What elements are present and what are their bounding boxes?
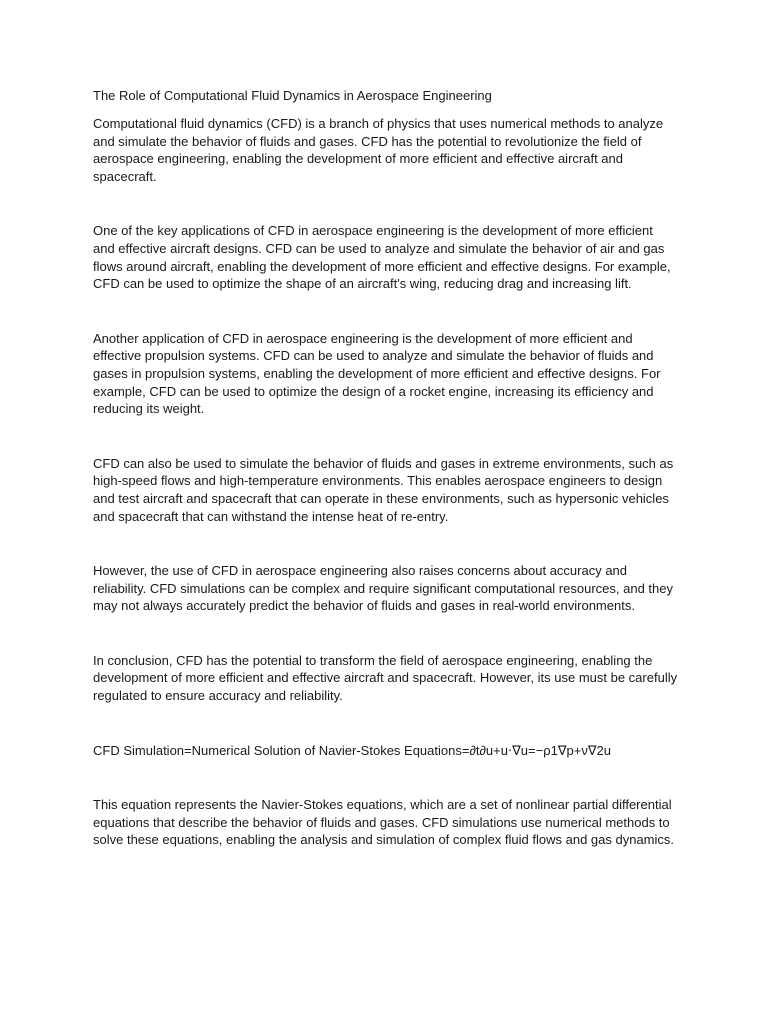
paragraph-spacer [93,185,678,222]
paragraph-spacer [93,759,678,796]
paragraph-spacer [93,615,678,652]
paragraph-intro: Computational fluid dynamics (CFD) is a branch of physics that uses numerical methods to analyze and simulate the behavior of fluids and gases. CFD has the potential to revolutionize the field of aerospace engineering, enabling the development of more efficient and effective aircraft and spacecraft. [93,116,664,184]
paragraph-spacer [93,705,678,742]
paragraph-spacer [93,525,678,562]
paragraph-propulsion: Another application of CFD in aerospace engineering is the development of more efficient and effective propulsion systems. CFD can be used to analyze and simulate the behavior of fluids and gases in propulsion systems, enabling the development of more efficient and effective designs. For example, CFD can be used to optimize the design of a rocket engine, increasing its efficiency and reducing its weight. [93,330,661,417]
paragraph-conclusion: In conclusion, CFD has the potential to transform the field of aerospace engineering, enabling the development of more efficient and effective aircraft and spacecraft. However, its use must be carefully regulated to ensure accuracy and reliability. [93,652,678,704]
equation-line: CFD Simulation=Numerical Solution of Navier-Stokes Equations=∂t∂u+u⋅∇u=−ρ1∇p+ν∇2u [93,742,612,758]
paragraph-concerns: However, the use of CFD in aerospace engineering also raises concerns about accuracy and reliability. CFD simulations can be complex and require significant computational resources, and they may not always accurately predict the behavior of fluids and gases in real-world environments. [93,563,673,614]
paragraph-aircraft-design: One of the key applications of CFD in aerospace engineering is the development of more efficient and effective aircraft designs. CFD can be used to analyze and simulate the behavior of air and gas flows around aircraft, enabling the development of more efficient and effective designs. For example, CFD can be used to optimize the shape of an aircraft's wing, reducing drag and increasing lift. [93,223,671,292]
paragraph-extreme-environments: CFD can also be used to simulate the behavior of fluids and gases in extreme environments, such as high-speed flows and high-temperature environments. This enables aerospace engineers to design and test aircraft and spacecraft that can operate in these environments, such as hypersonic vehicles and spacecraft that can withstand the intense heat of re-entry. [93,455,674,524]
document-title: The Role of Computational Fluid Dynamics in Aerospace Engineering [93,88,492,103]
document-page [93,87,678,849]
paragraph-spacer [93,418,678,455]
paragraph-equation-explanation: This equation represents the Navier-Stokes equations, which are a set of nonlinear partial differential equations that describe the behavior of fluids and gases. CFD simulations use numerical methods to solve these equations, enabling the analysis and simulation of complex fluid flows and gas dynamics. [93,797,675,848]
paragraph-spacer [93,293,678,330]
